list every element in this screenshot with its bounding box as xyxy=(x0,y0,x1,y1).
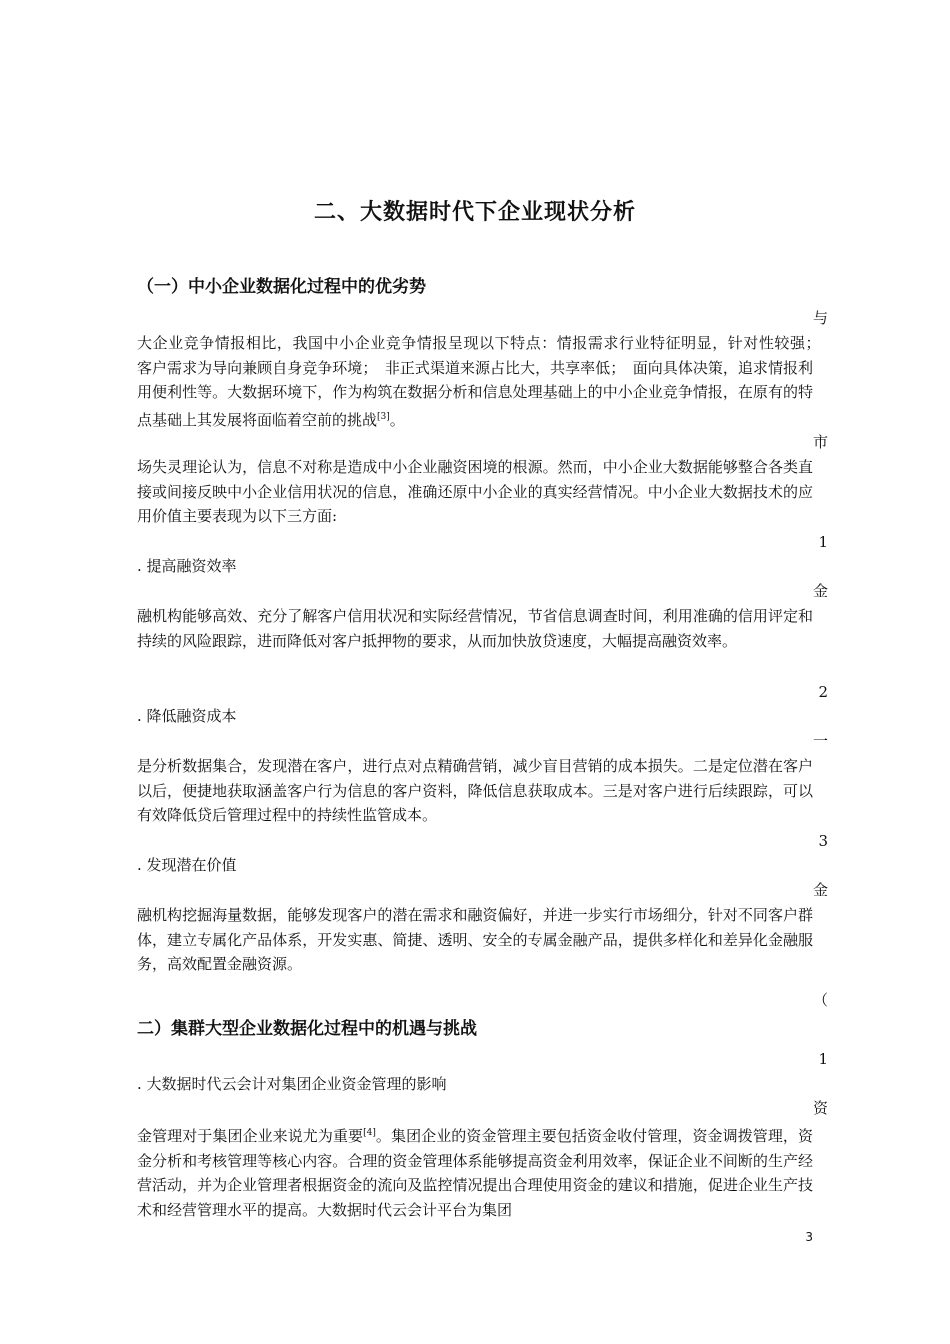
paragraph-text: 金管理对于集团企业来说尤为重要 xyxy=(137,1127,364,1145)
margin-char: 与 xyxy=(812,309,828,327)
margin-char: 市 xyxy=(812,433,828,451)
list-item-3: . 发现潜在价值 xyxy=(137,856,237,874)
paragraph-3: 融机构能够高效、充分了解客户信用状况和实际经营情况，节省信息调查时间，利用准确的信用评定和持续的风险跟踪，进而降低对客户抵押物的要求，从而加快放贷速度，大幅提高融资效率。 xyxy=(137,607,813,650)
margin-char: （ xyxy=(812,991,828,1009)
paragraph-4: 是分析数据集合，发现潜在客户，进行点对点精确营销，减少盲目营销的成本损失。二是定位潜在客户以后，便捷地获取涵盖客户行为信息的客户资料，降低信息获取成本。三是对客户进行后续跟踪，可以有效降低贷后管理过程中的持续性监管成本。 xyxy=(137,757,813,824)
citation-ref: [4] xyxy=(363,1128,376,1138)
section-heading-2: 二）集群大型企业数据化过程中的机遇与挑战 xyxy=(137,1019,477,1039)
citation-ref: [3] xyxy=(377,411,390,422)
margin-char: 金 xyxy=(812,582,828,600)
page-title: 二、大数据时代下企业现状分析 xyxy=(313,200,636,225)
paragraph-6 xyxy=(137,1121,813,1222)
margin-char: 资 xyxy=(812,1099,828,1117)
margin-char: 金 xyxy=(812,881,828,899)
margin-number: 3 xyxy=(818,832,828,850)
page-number: 3 xyxy=(805,1230,813,1244)
list-item-4: . 大数据时代云会计对集团企业资金管理的影响 xyxy=(137,1075,447,1093)
margin-number: 2 xyxy=(818,683,828,701)
paragraph-text: 。 xyxy=(389,410,405,429)
list-item-1: . 提高融资效率 xyxy=(137,557,237,575)
paragraph-text: 大企业竞争情报相比，我国中小企业竞争情报呈现以下特点：情报需求行业特征明显，针对性较强； 客户需求为导向兼顾自身竞争环境； 非正式渠道来源占比大，共享率低； 面向具体决策，追求情报利用便利性等。大数据环境下，作为构筑在数据分析和信息处理基础上的中小企业竞争情报，在原有的特点基础上其发展将面临着空前的挑战 xyxy=(137,334,829,429)
paragraph-1 xyxy=(137,331,829,432)
paragraph-5: 融机构挖掘海量数据，能够发现客户的潜在需求和融资偏好，并进一步实行市场细分，针对不同客户群体，建立专属化产品体系，开发实惠、简捷、透明、安全的专属金融产品，提供多样化和差异化金融服务，高效配置金融资源。 xyxy=(137,906,813,973)
margin-number: 1 xyxy=(818,1050,828,1068)
paragraph-2: 场失灵理论认为，信息不对称是造成中小企业融资困境的根源。然而，中小企业大数据能够整合各类直接或间接反映中小企业信用状况的信息，准确还原中小企业的真实经营情况。中小企业大数据技术的应用价值主要表现为以下三方面: xyxy=(137,458,813,525)
paragraph-text: 。集团企业的资金管理主要包括资金收付管理，资金调拨管理，资金分析和考核管理等核心内容。合理的资金管理体系能够提高资金利用效率，保证企业不间断的生产经营活动，并为企业管理者根据资金的流向及监控情况提出合理使用资金的建议和措施，促进企业生产技术和经营管理水平的提高。大数据时代云会计平台为集团 xyxy=(137,1127,813,1219)
margin-char: 一 xyxy=(812,732,828,750)
list-item-2: . 降低融资成本 xyxy=(137,707,237,725)
section-heading-1: （一）中小企业数据化过程中的优劣势 xyxy=(137,277,426,297)
margin-number: 1 xyxy=(818,533,828,551)
